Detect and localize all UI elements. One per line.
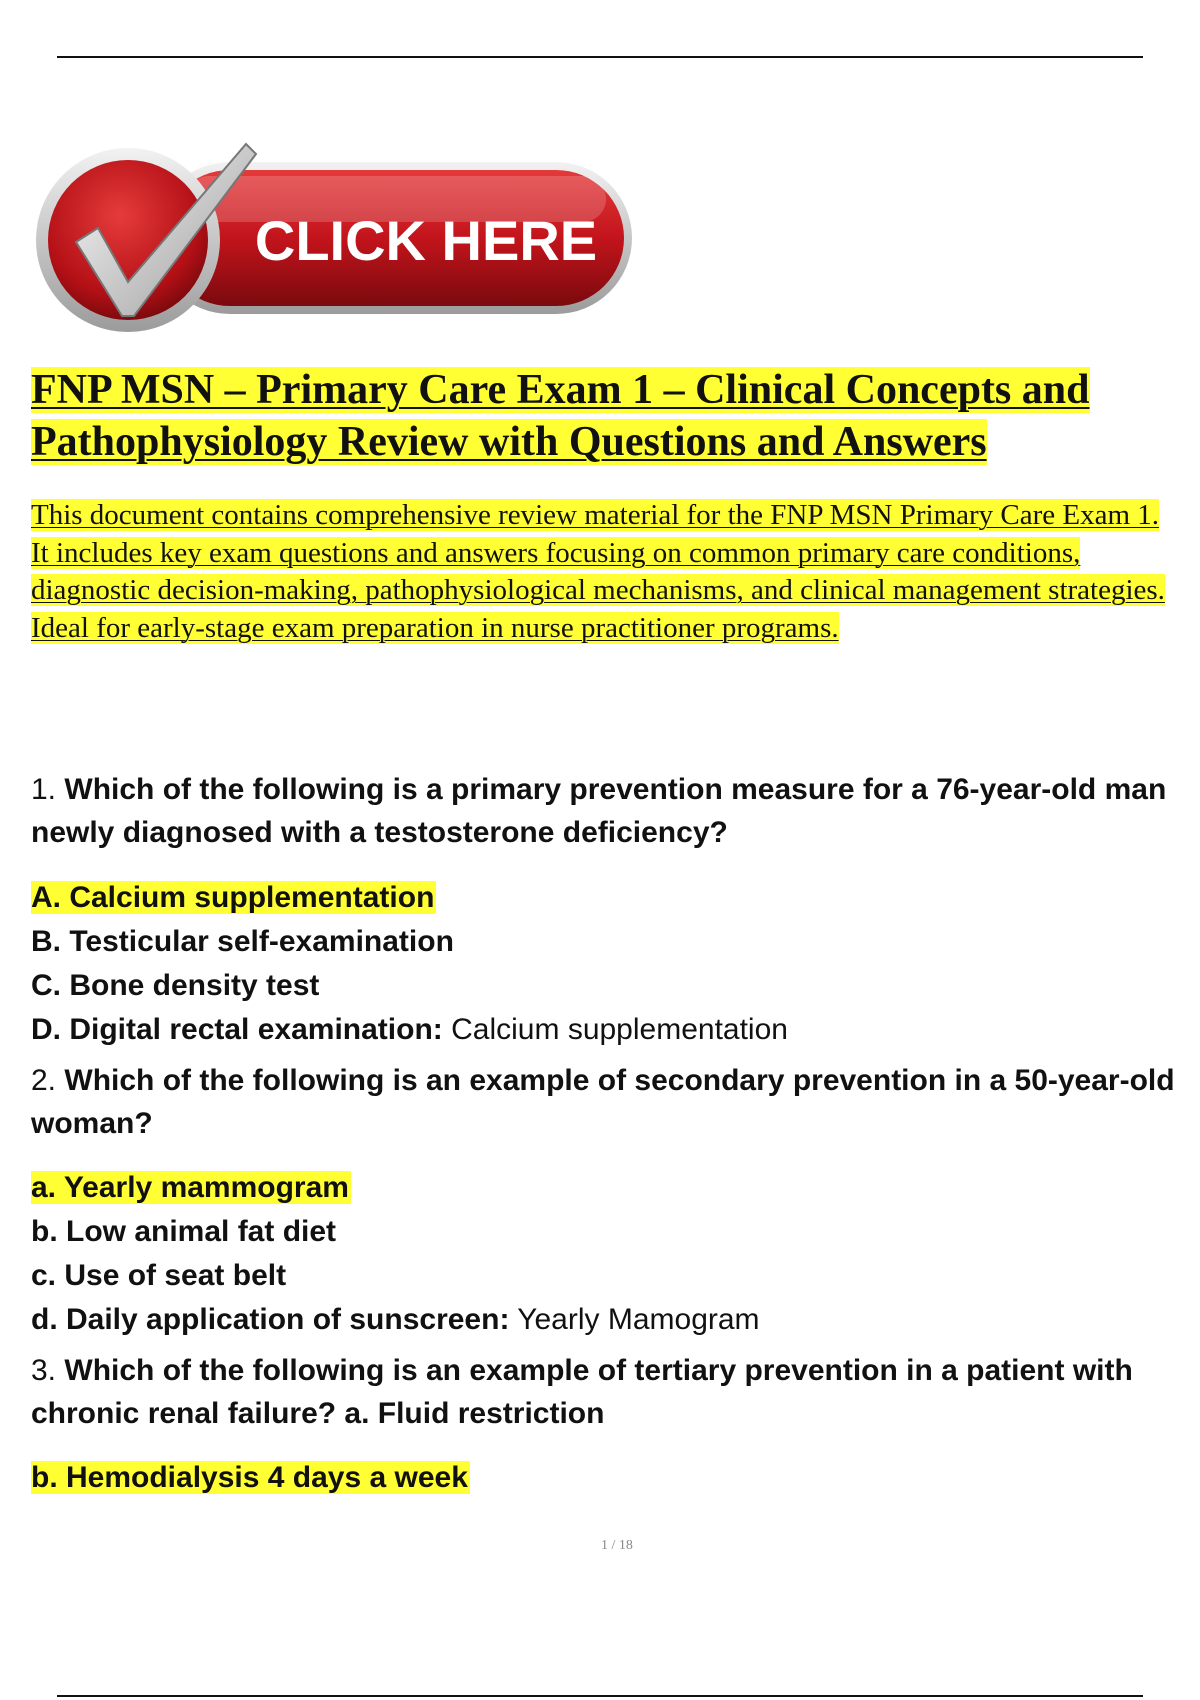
question-1: [31, 768, 1200, 854]
page-number: 1 / 18: [601, 1538, 633, 1553]
question-3: [31, 1349, 1200, 1435]
document-title: FNP MSN – Primary Care Exam 1 – Clinical Concepts and Pathophysiology Review with Questions and Answers: [31, 367, 1090, 465]
option-c: c. Use of seat belt: [31, 1259, 287, 1292]
top-rule: [57, 56, 1143, 58]
question-2-options: [31, 1166, 1200, 1342]
option-a: A. Calcium supplementation: [31, 881, 435, 914]
answer-1: Calcium supplementation: [451, 1013, 788, 1046]
question-3-options: [31, 1456, 1200, 1500]
document-intro: This document contains comprehensive review material for the FNP MSN Primary Care Exam 1. It includes key exam questions and answers focusing on common primary care conditions, diagnostic decision-making, pathophysiological mechanisms, and clinical management strategies. Ideal for early-stage exam preparation in nurse practitioner programs.: [31, 499, 1165, 644]
option-b: B. Testicular self-examination: [31, 925, 454, 958]
bottom-rule: [57, 1695, 1143, 1697]
option-d: D. Digital rectal examination: Calcium supplementation: [31, 1013, 788, 1046]
option-c: C. Bone density test: [31, 969, 320, 1002]
question-2: [31, 1059, 1200, 1145]
option-d: d. Daily application of sunscreen: Yearly Mamogram: [31, 1303, 760, 1336]
question-1-options: [31, 876, 1200, 1052]
option-b: b. Low animal fat diet: [31, 1215, 337, 1248]
click-here-label: CLICK HERE: [254, 209, 598, 272]
click-here-graphic: [36, 140, 636, 340]
question-2-text: 2. Which of the following is an example of secondary prevention in a 50-year-old woman?: [31, 1064, 1175, 1140]
question-1-text: 1. Which of the following is a primary prevention measure for a 76-year-old man newly diagnosed with a testosterone deficiency?: [31, 773, 1167, 849]
option-b: b. Hemodialysis 4 days a week: [31, 1461, 468, 1494]
question-3-text: 3. Which of the following is an example of tertiary prevention in a patient with chronic renal failure? a. Fluid restriction: [31, 1354, 1133, 1430]
option-a: a. Yearly mammogram: [31, 1171, 349, 1204]
click-here-button[interactable]: [36, 140, 636, 340]
answer-2: Yearly Mamogram: [517, 1303, 760, 1336]
